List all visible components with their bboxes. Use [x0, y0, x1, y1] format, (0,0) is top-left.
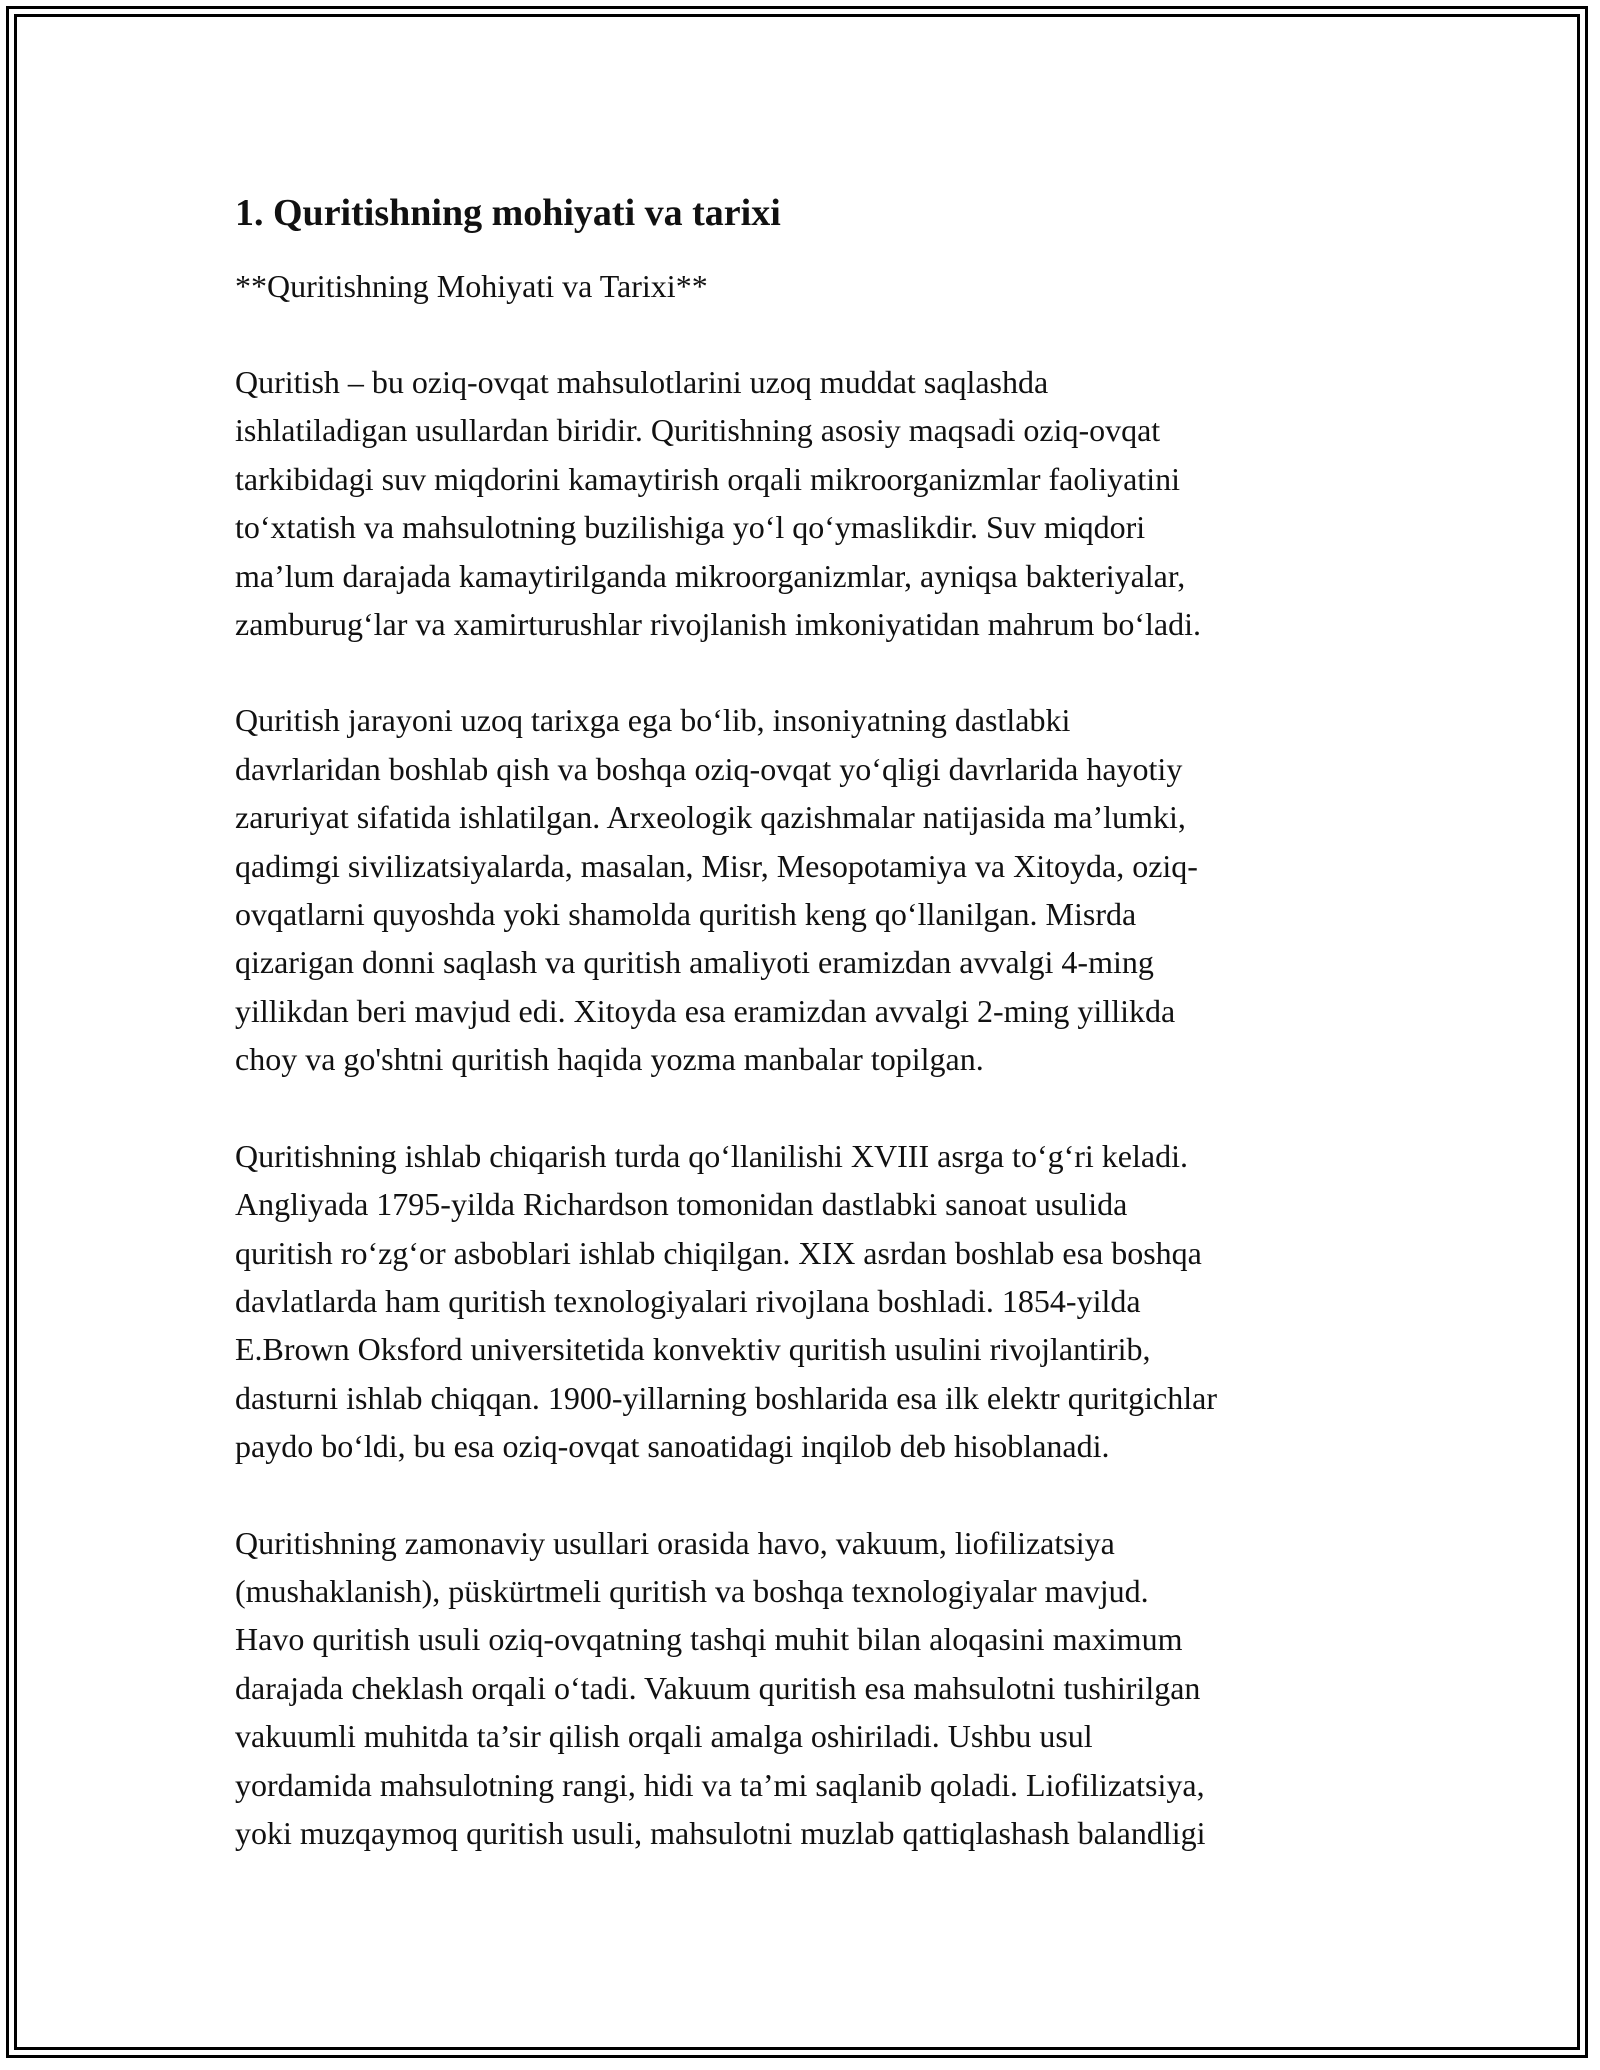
paragraph-line: vakuumli muhitda ta’sir qilish orqali amalga oshiriladi. Ushbu usul [235, 1718, 1093, 1755]
paragraph-line: quritish ro‘zg‘or asboblari ishlab chiqilgan. XIX asrdan boshlab esa boshqa [235, 1234, 1202, 1271]
paragraph-line: zaruriyat sifatida ishlatilgan. Arxeologik qazishmalar natijasida ma’lumki, [235, 799, 1186, 836]
paragraph-line: darajada cheklash orqali o‘tadi. Vakuum quritish esa mahsulotni tushirilgan [235, 1669, 1201, 1706]
paragraph-line: paydo bo‘ldi, bu esa oziq-ovqat sanoatidagi inqilob deb hisoblanadi. [235, 1428, 1110, 1465]
paragraph-line: ovqatlarni quyoshda yoki shamolda quritish keng qo‘llanilgan. Misrda [235, 896, 1137, 933]
paragraph-line: Quritishning ishlab chiqarish turda qo‘llanilishi XVIII asrga to‘g‘ri keladi. [235, 1137, 1188, 1174]
paragraph-4 [235, 1519, 1375, 1858]
section-heading: 1. Quritishning mohiyati va tarixi [235, 192, 781, 234]
paragraph-line: E.Brown Oksford universitetida konvektiv quritish usulini rivojlantirib, [235, 1331, 1151, 1368]
paragraph-3 [235, 1132, 1375, 1471]
paragraph-line: Quritish jarayoni uzoq tarixga ega bo‘lib, insoniyatning dastlabki [235, 702, 1071, 739]
paragraph-line: yordamida mahsulotning rangi, hidi va ta’mi saqlanib qoladi. Liofilizatsiya, [235, 1766, 1205, 1803]
section-subtitle: **Quritishning Mohiyati va Tarixi** [235, 268, 708, 304]
paragraph-line: ishlatiladigan usullardan biridir. Quritishning asosiy maqsadi oziq-ovqat [235, 412, 1161, 449]
paragraph-line: Quritish – bu oziq-ovqat mahsulotlarini uzoq muddat saqlashda [235, 364, 1049, 400]
paragraph-line: dasturni ishlab chiqqan. 1900-yillarning boshlarida esa ilk elektr quritgichlar [235, 1379, 1217, 1416]
paragraph-line: yoki muzqaymoq quritish usuli, mahsulotni muzlab qattiqlashash balandligi [235, 1814, 1206, 1851]
paragraph-line: Quritishning zamonaviy usullari orasida havo, vakuum, liofilizatsiya [235, 1524, 1115, 1561]
paragraph-2 [235, 696, 1375, 1083]
paragraph-line: choy va go'shtni quritish haqida yozma manbalar topilgan. [235, 1041, 984, 1078]
paragraph-line: Havo quritish usuli oziq-ovqatning tashqi muhit bilan aloqasini maximum [235, 1621, 1183, 1658]
paragraph-line: qizarigan donni saqlash va quritish amaliyoti eramizdan avvalgi 4-ming [235, 944, 1154, 981]
paragraph-line: zamburug‘lar va xamirturushlar rivojlanish imkoniyatidan mahrum bo‘ladi. [235, 606, 1201, 643]
paragraph-line: ma’lum darajada kamaytirilganda mikroorganizmlar, ayniqsa bakteriyalar, [235, 557, 1186, 594]
document-body [235, 184, 1375, 1857]
paragraph-line: (mushaklanish), püskürtmeli quritish va boshqa texnologiyalar mavjud. [235, 1572, 1149, 1609]
paragraph-line: davlatlarda ham quritish texnologiyalari rivojlana boshladi. 1854-yilda [235, 1282, 1141, 1319]
paragraph-line: davrlaridan boshlab qish va boshqa oziq-ovqat yo‘qligi davrlarida hayotiy [235, 750, 1183, 787]
paragraph-line: Angliyada 1795-yilda Richardson tomonidan dastlabki sanoat usulida [235, 1186, 1128, 1223]
paragraph-line: to‘xtatish va mahsulotning buzilishiga yo‘l qo‘ymaslikdir. Suv miqdori [235, 509, 1146, 546]
paragraph-line: tarkibidagi suv miqdorini kamaytirish orqali mikroorganizmlar faoliyatini [235, 460, 1180, 497]
paragraph-line: yillikdan beri mavjud edi. Xitoyda esa eramizdan avvalgi 2-ming yillikda [235, 992, 1176, 1029]
paragraph-1 [235, 358, 1375, 648]
paragraph-line: qadimgi sivilizatsiyalarda, masalan, Misr, Mesopotamiya va Xitoyda, oziq- [235, 847, 1198, 884]
